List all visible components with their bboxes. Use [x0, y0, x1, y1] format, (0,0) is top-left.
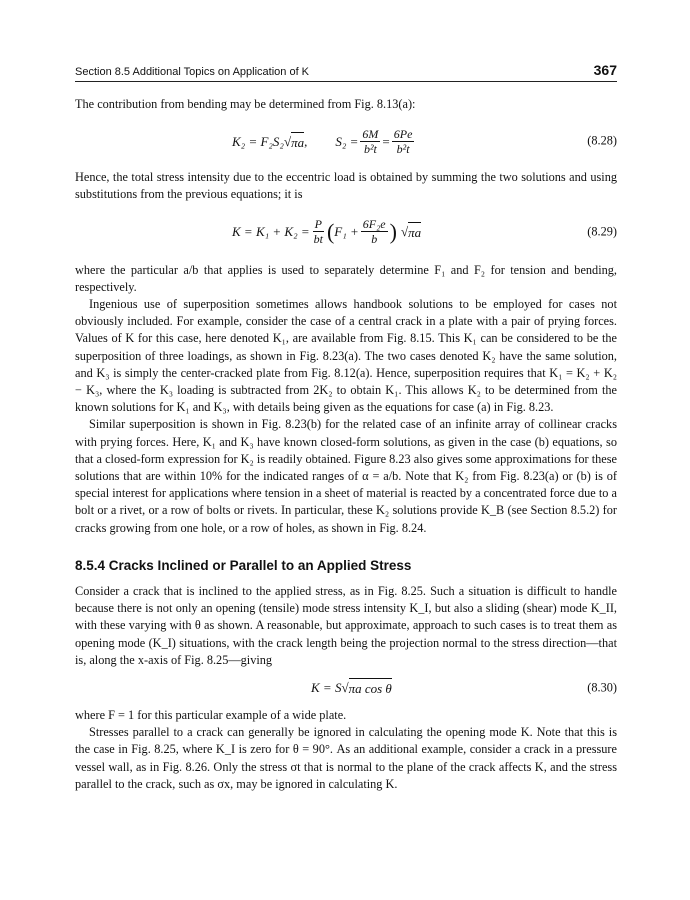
eq-828-comma: ,: [304, 133, 308, 149]
paragraph: where the particular a/b that applies is used to separately determine F₁ and F₂ for tension and bending, respectively.: [75, 262, 617, 294]
running-header: [75, 62, 617, 82]
page-number: 367: [593, 62, 617, 78]
left-paren: (: [326, 219, 335, 244]
body-text: [75, 96, 617, 793]
eq-830-radicand: πa cos θ: [349, 678, 392, 697]
sqrt-sign: √: [341, 680, 349, 696]
frac-denominator: b²t: [396, 141, 410, 156]
eq-828-radicand: πa: [291, 132, 304, 151]
eq-829-lhs: K = K₁ + K₂ =: [232, 224, 310, 239]
eq-830-lhs: K = S: [311, 680, 342, 696]
eq-829-frac2: [361, 217, 388, 246]
page: [75, 62, 617, 793]
frac-denominator: b²t: [363, 141, 377, 156]
frac-numerator: P: [314, 217, 322, 232]
paragraph: The contribution from bending may be determined from Fig. 8.13(a):: [75, 97, 416, 111]
section-heading: 8.5.4 Cracks Inclined or Parallel to an Applied Stress: [75, 557, 412, 573]
section-title: Section 8.5 Additional Topics on Application of K: [75, 66, 310, 78]
equation-number: (8.30): [587, 680, 617, 695]
eq-829-frac1: [312, 217, 325, 246]
paragraph: Ingenious use of superposition sometimes allows handbook solutions to be employed for cases not obviously included. For example, consider the case of a central crack in a plate with a pair of prying forces. Values of K for this case, here denoted K₁, are available from Fig. 8.15. This K₁ can be considered to be the superposition of three loadings, as shown in Fig. 8.23(a). The two cases denoted K₂ have the same solution, and K₃ is simply the center-cracked plate from Fig. 8.12(a). Hence, superposition requires that K₁ = K₂ + K₂ − K₃, where the K₃ loading is subtracted from 2K₂ to obtain K₁. This allows K₂ to be determined from the known solutions for K₁ and K₃, with details being given as the equations for case (a) in Fig. 8.23.: [75, 297, 617, 415]
frac-numerator: 6F₂e: [362, 217, 386, 232]
equation-8-28: [75, 121, 617, 161]
right-paren: ): [389, 219, 397, 244]
paragraph: Similar superposition is shown in Fig. 8.23(b) for the related case of an infinite array of collinear cracks with prying forces. Here, K₁ and K₃ have known closed-form solutions, as given in the case (b) equations, so that a closed-form expression for K₂ is readily obtained. Figure 8.23 also gives some approximations for these solutions that are within 10% for the indicated ranges of α = a/b. Note that K₂ from Fig. 8.23(a) or (b) is of special interest for applications where tension in a sheet of material is reacted by a concentrated force due to a bolt or a rivet, or a row of bolts or rivets. In particular, these K₂ solutions provide K_B (see Section 8.5.2) for cracks growing from one hole, or a row of holes, as shown in Fig. 8.24.: [75, 417, 617, 535]
frac-numerator: 6M: [362, 126, 379, 141]
equation-8-30: [75, 674, 617, 702]
paragraph: where F = 1 for this particular example of a wide plate.: [75, 708, 347, 723]
equation-8-29: [75, 210, 617, 254]
eq-828-lhs: K₂ = F₂S₂: [232, 133, 284, 149]
eq-829-mid: F₁ +: [334, 224, 359, 239]
eq-828-frac2: [392, 127, 415, 156]
paragraph: Hence, the total stress intensity due to the eccentric load is obtained by summing the two solutions and using substitutions from the previous equations; it is: [75, 170, 617, 202]
frac-denominator: b: [371, 232, 378, 247]
eq-829-radicand: πa: [408, 222, 421, 241]
eq-828-frac1: [360, 127, 380, 156]
eq-828-equals: =: [382, 133, 390, 149]
sqrt-sign: √: [283, 133, 292, 149]
frac-denominator: bt: [313, 232, 323, 247]
eq-828-s2: S₂ =: [335, 133, 359, 149]
frac-numerator: 6Pe: [393, 126, 413, 141]
equation-number: (8.29): [587, 224, 617, 239]
paragraph: Stresses parallel to a crack can generally be ignored in calculating the opening mode K. Note that this is the case in Fig. 8.25, where K_I is zero for θ = 90°. As an additional example, consider a crack in a pressure vessel wall, as in Fig. 8.26. Only the stress σt that is normal to the plane of the crack affects K, and the stress parallel to the crack, such as σx, may be ignored in calculating K.: [75, 725, 617, 791]
sqrt-sign: √: [400, 224, 409, 239]
equation-number: (8.28): [587, 133, 617, 148]
paragraph: Consider a crack that is inclined to the applied stress, as in Fig. 8.25. Such a situation is difficult to handle because there is not only an opening (tensile) mode stress intensity K_I, but also a sliding (shear) mode K_II, with these varying with θ as shown. A reasonable, but approximate, approach to such cases is to treat them as opening mode (K_I) situations, with the crack length being the projection normal to the stress direction—that is, along the x-axis of Fig. 8.25—giving: [75, 584, 617, 667]
